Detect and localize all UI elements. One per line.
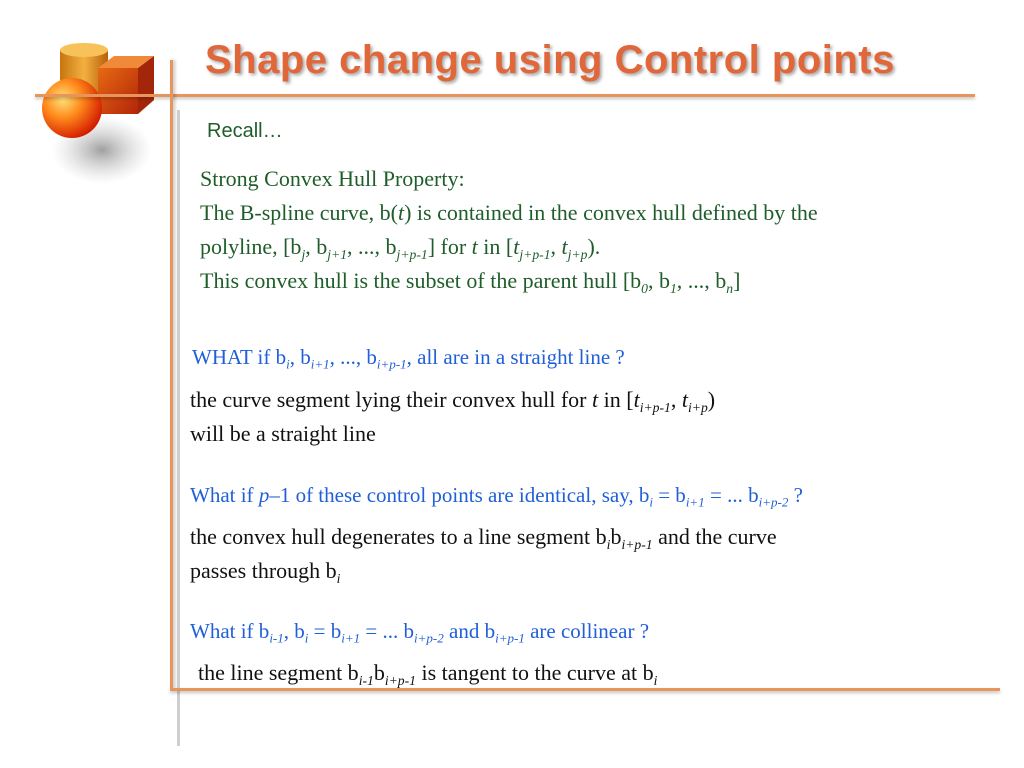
decorative-3d-shapes-logo [40,38,170,188]
answer-identical-points: the convex hull degenerates to a line segment $b_ib_{i+p-1}$ and the curve passes through $b_i$ [190,524,777,586]
vertical-accent-line [170,60,173,690]
convex-hull-line-4: This convex hull is the subset of the parent hull [$b_0$, $b_1$, ..., $b_n$] [200,268,741,296]
convex-hull-block [200,162,1015,298]
answer-straight-line: the curve segment lying their convex hull for t in [$t_{i+p-1}$, $t_{i+p}$) will be a straight line [190,387,716,446]
question-straight-line: WHAT if $b_i$, $b_{i+1}$, ..., $b_{i+p-1}$, all are in a straight line ? [192,345,625,372]
answer-collinear: the line segment $b_{i-1}b_{i+p-1}$ is tangent to the curve at $b_i$ [198,660,658,688]
question-collinear: What if $b_{i-1}$, $b_i = b_{i+1}$ = ... $b_{i+p-2}$ and $b_{i+p-1}$ are collinear ? [190,619,650,646]
question-identical-points: What if p–1 of these control points are identical, say, $b_i = b_{i+1}$ = ... $b_{i+p-2}$ ? [190,483,803,510]
convex-hull-line-3: polyline, [$b_j$, $b_{j+1}$, ..., $b_{j+p-1}$] for t in [$t_{j+p-1}$, $t_{j+p}$). [200,234,601,262]
slide-title: Shape change using Control points [205,38,895,82]
recall-label: Recall… [207,120,283,142]
vertical-shadow-line [177,110,180,746]
convex-hull-line-2: The B-spline curve, b(t) is contained in the convex hull defined by the [200,200,818,225]
title-underline [35,94,975,97]
convex-hull-heading: Strong Convex Hull Property: [200,166,465,191]
